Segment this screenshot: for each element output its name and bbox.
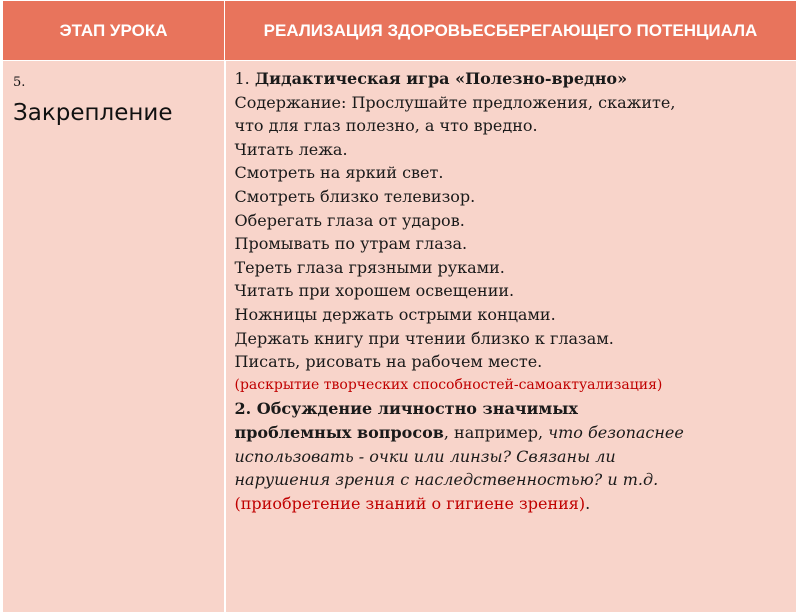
header-row — [3, 1, 797, 61]
discussion-heading-cont: проблемных вопросов — [234, 422, 444, 442]
discussion-separator: , например, — [443, 422, 549, 442]
discussion-question: использовать - очки или линзы? Связаны ли — [234, 446, 616, 466]
stage-number: 5. — [13, 75, 26, 90]
sentence-item: Тереть глаза грязными руками. — [234, 257, 505, 277]
sentence-item: Писать, рисовать на рабочем месте. — [234, 352, 543, 372]
discussion-question: нарушения зрения с наследственностью? и т.д. — [234, 470, 659, 490]
sentence-item: Смотреть близко телевизор. — [234, 186, 476, 206]
discussion-heading: 2. Обсуждение личностно значимых — [234, 399, 578, 419]
sentence-item: Ножницы держать острыми концами. — [234, 304, 556, 324]
sentence-item: Промывать по утрам глаза. — [234, 234, 468, 254]
table-row — [3, 61, 797, 613]
lesson-table — [2, 0, 797, 613]
goal-note: (раскрытие творческих способностей-самоактуализация) — [234, 376, 663, 393]
stage-cell — [3, 61, 225, 613]
stage-name: Закрепление — [13, 100, 173, 126]
sentence-item: Оберегать глаза от ударов. — [234, 210, 465, 230]
knowledge-note: (приобретение знаний о гигиене зрения) — [234, 493, 586, 513]
item1-number: 1. — [234, 69, 255, 88]
realization-column-header: РЕАЛИЗАЦИЯ ЗДОРОВЬЕСБЕРЕГАЮЩЕГО ПОТЕНЦИАЛА — [225, 1, 797, 61]
sentence-item: Читать при хорошем освещении. — [234, 281, 515, 301]
game-heading — [235, 67, 789, 91]
task-line: что для глаз полезно, а что вредно. — [234, 116, 538, 136]
sentence-item: Смотреть на яркий свет. — [234, 163, 444, 183]
discussion-line — [235, 421, 789, 445]
knowledge-note-period: . — [585, 493, 591, 513]
game-title: Дидактическая игра «Полезно-вредно» — [254, 69, 628, 88]
sentence-item: Читать лежа. — [234, 139, 348, 159]
stage-column-header: ЭТАП УРОКА — [3, 1, 225, 61]
knowledge-note-line — [235, 492, 789, 516]
discussion-question: что безопаснее — [548, 422, 684, 442]
content-cell — [225, 61, 797, 613]
task-line: Содержание: Прослушайте предложения, скажите, — [234, 92, 676, 112]
sentence-item: Держать книгу при чтении близко к глазам. — [234, 328, 614, 348]
